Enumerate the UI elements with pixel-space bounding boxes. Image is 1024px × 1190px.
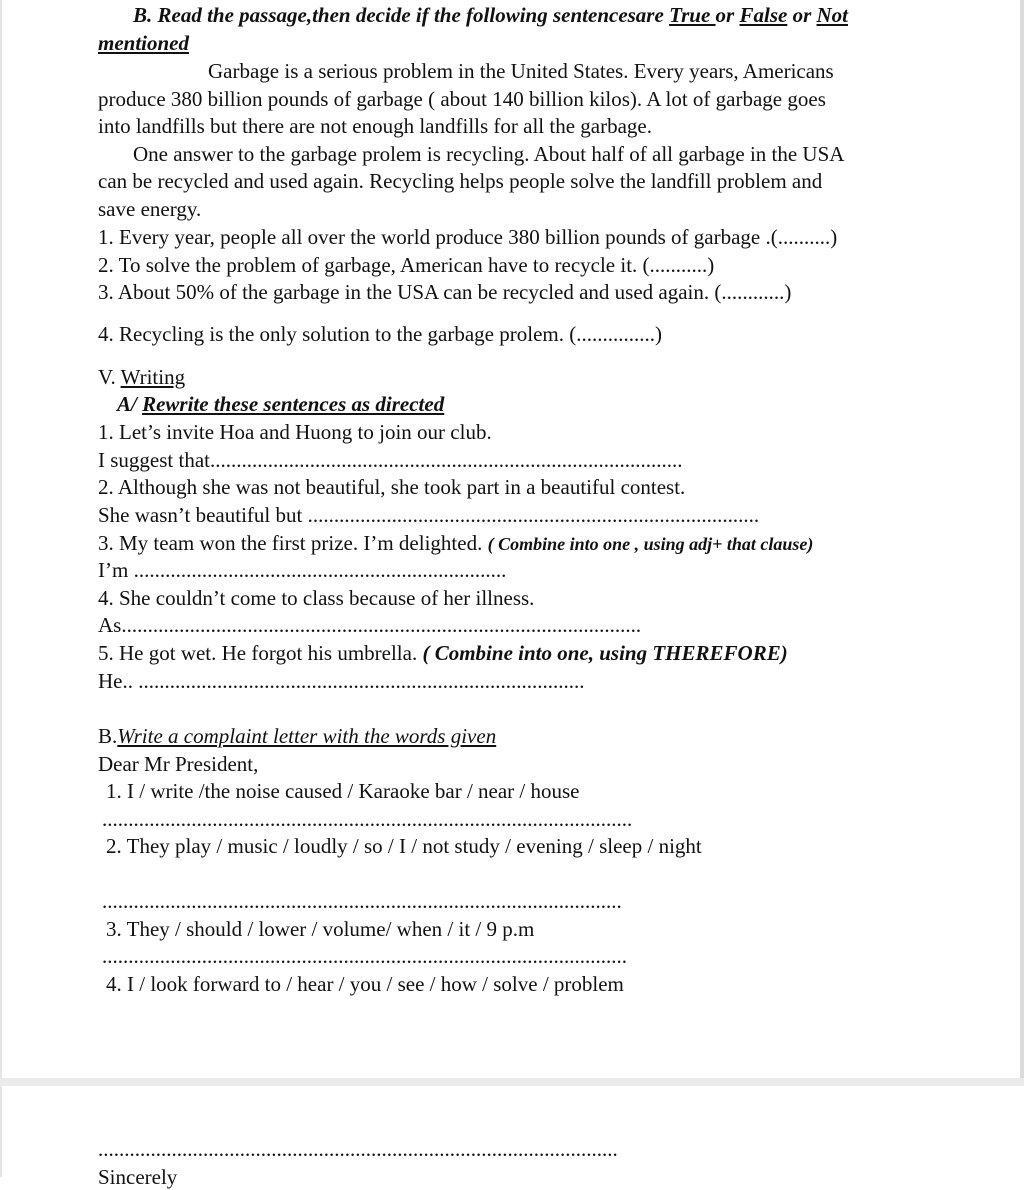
tf-question: 2. To solve the problem of garbage, American have to recycle it. (...........) (98, 253, 715, 277)
letter-closing: Sincerely (98, 1165, 178, 1189)
question-instruction: ( Combine into one, using THEREFORE) (422, 641, 788, 665)
passage-line: save energy. (98, 197, 202, 221)
heading-text: B. Read the passage,then decide if the following sentencesare (133, 3, 670, 27)
letter-answer-line[interactable]: ................................................................................................... (102, 889, 622, 913)
question-text: 3. My team won the first prize. I’m delighted. (98, 531, 488, 555)
passage-line: into landfills but there are not enough landfills for all the garbage. (98, 114, 652, 138)
page-break (0, 1078, 1024, 1086)
section-number: V. (98, 365, 121, 389)
rewrite-answer-line[interactable]: She wasn’t beautiful but ...................................................................................... (98, 503, 760, 527)
right-border (1020, 0, 1024, 1080)
letter-prompt: 4. I / look forward to / hear / you / see / how / solve / problem (106, 972, 624, 996)
passage-line: can be recycled and used again. Recycling helps people solve the landfill problem and (98, 169, 823, 193)
heading-or: or (787, 3, 817, 27)
part-b-title (98, 723, 496, 749)
section-title: Writing (120, 365, 186, 389)
part-a-prefix: A/ (117, 392, 143, 416)
letter-answer-line[interactable]: .................................................................................................... (102, 944, 627, 968)
rewrite-answer-line[interactable]: As................................................................................................... (98, 613, 642, 637)
letter-prompt: 2. They play / music / loudly / so / I / not study / evening / sleep / night (106, 834, 702, 858)
letter-prompt: 3. They / should / lower / volume/ when / it / 9 p.m (106, 917, 535, 941)
tf-question: 1. Every year, people all over the world produce 380 billion pounds of garbage .(..........) (98, 225, 838, 249)
rewrite-question: 2. Although she was not beautiful, she took part in a beautiful contest. (98, 475, 686, 499)
heading-false: False (739, 3, 788, 27)
rewrite-answer-line[interactable]: I’m ....................................................................... (98, 558, 507, 582)
rewrite-answer-line[interactable]: He.. ..................................................................................... (98, 669, 585, 693)
rewrite-answer-line[interactable]: I suggest that.......................................................................................... (98, 448, 683, 472)
passage-line: One answer to the garbage prolem is recycling. About half of all garbage in the USA (133, 142, 845, 166)
tf-question: 3. About 50% of the garbage in the USA can be recycled and used again. (............) (98, 280, 792, 304)
part-a-title-text: Rewrite these sentences as directed (142, 392, 445, 416)
tf-question: 4. Recycling is the only solution to the garbage prolem. (...............) (98, 322, 662, 346)
passage-line: produce 380 billion pounds of garbage ( about 140 billion kilos). A lot of garbage goes (98, 87, 826, 111)
letter-answer-line[interactable]: ................................................................................................... (98, 1137, 618, 1161)
heading-mentioned: mentioned (98, 31, 190, 55)
reading-heading (133, 2, 848, 28)
passage-line: Garbage is a serious problem in the United States. Every years, Americans (208, 59, 834, 83)
rewrite-question (98, 640, 788, 666)
part-b-title-text: Write a complaint letter with the words given (117, 724, 497, 748)
part-a-title (117, 391, 444, 417)
left-border (0, 0, 2, 1177)
rewrite-question: 4. She couldn’t come to class because of her illness. (98, 586, 535, 610)
question-instruction: ( Combine into one , using adj+ that clause) (487, 534, 814, 554)
rewrite-question (98, 530, 813, 557)
letter-answer-line[interactable]: ..................................................................................................... (102, 807, 633, 831)
heading-true: True (669, 3, 716, 27)
heading-not: Not (816, 3, 849, 27)
letter-prompt: 1. I / write /the noise caused / Karaoke bar / near / house (106, 779, 580, 803)
letter-salutation: Dear Mr President, (98, 752, 259, 776)
writing-section-title (98, 364, 185, 390)
part-b-prefix: B. (98, 724, 118, 748)
question-text: 5. He got wet. He forgot his umbrella. (98, 641, 423, 665)
rewrite-question: 1. Let’s invite Hoa and Huong to join our club. (98, 420, 492, 444)
heading-or: or (715, 3, 740, 27)
